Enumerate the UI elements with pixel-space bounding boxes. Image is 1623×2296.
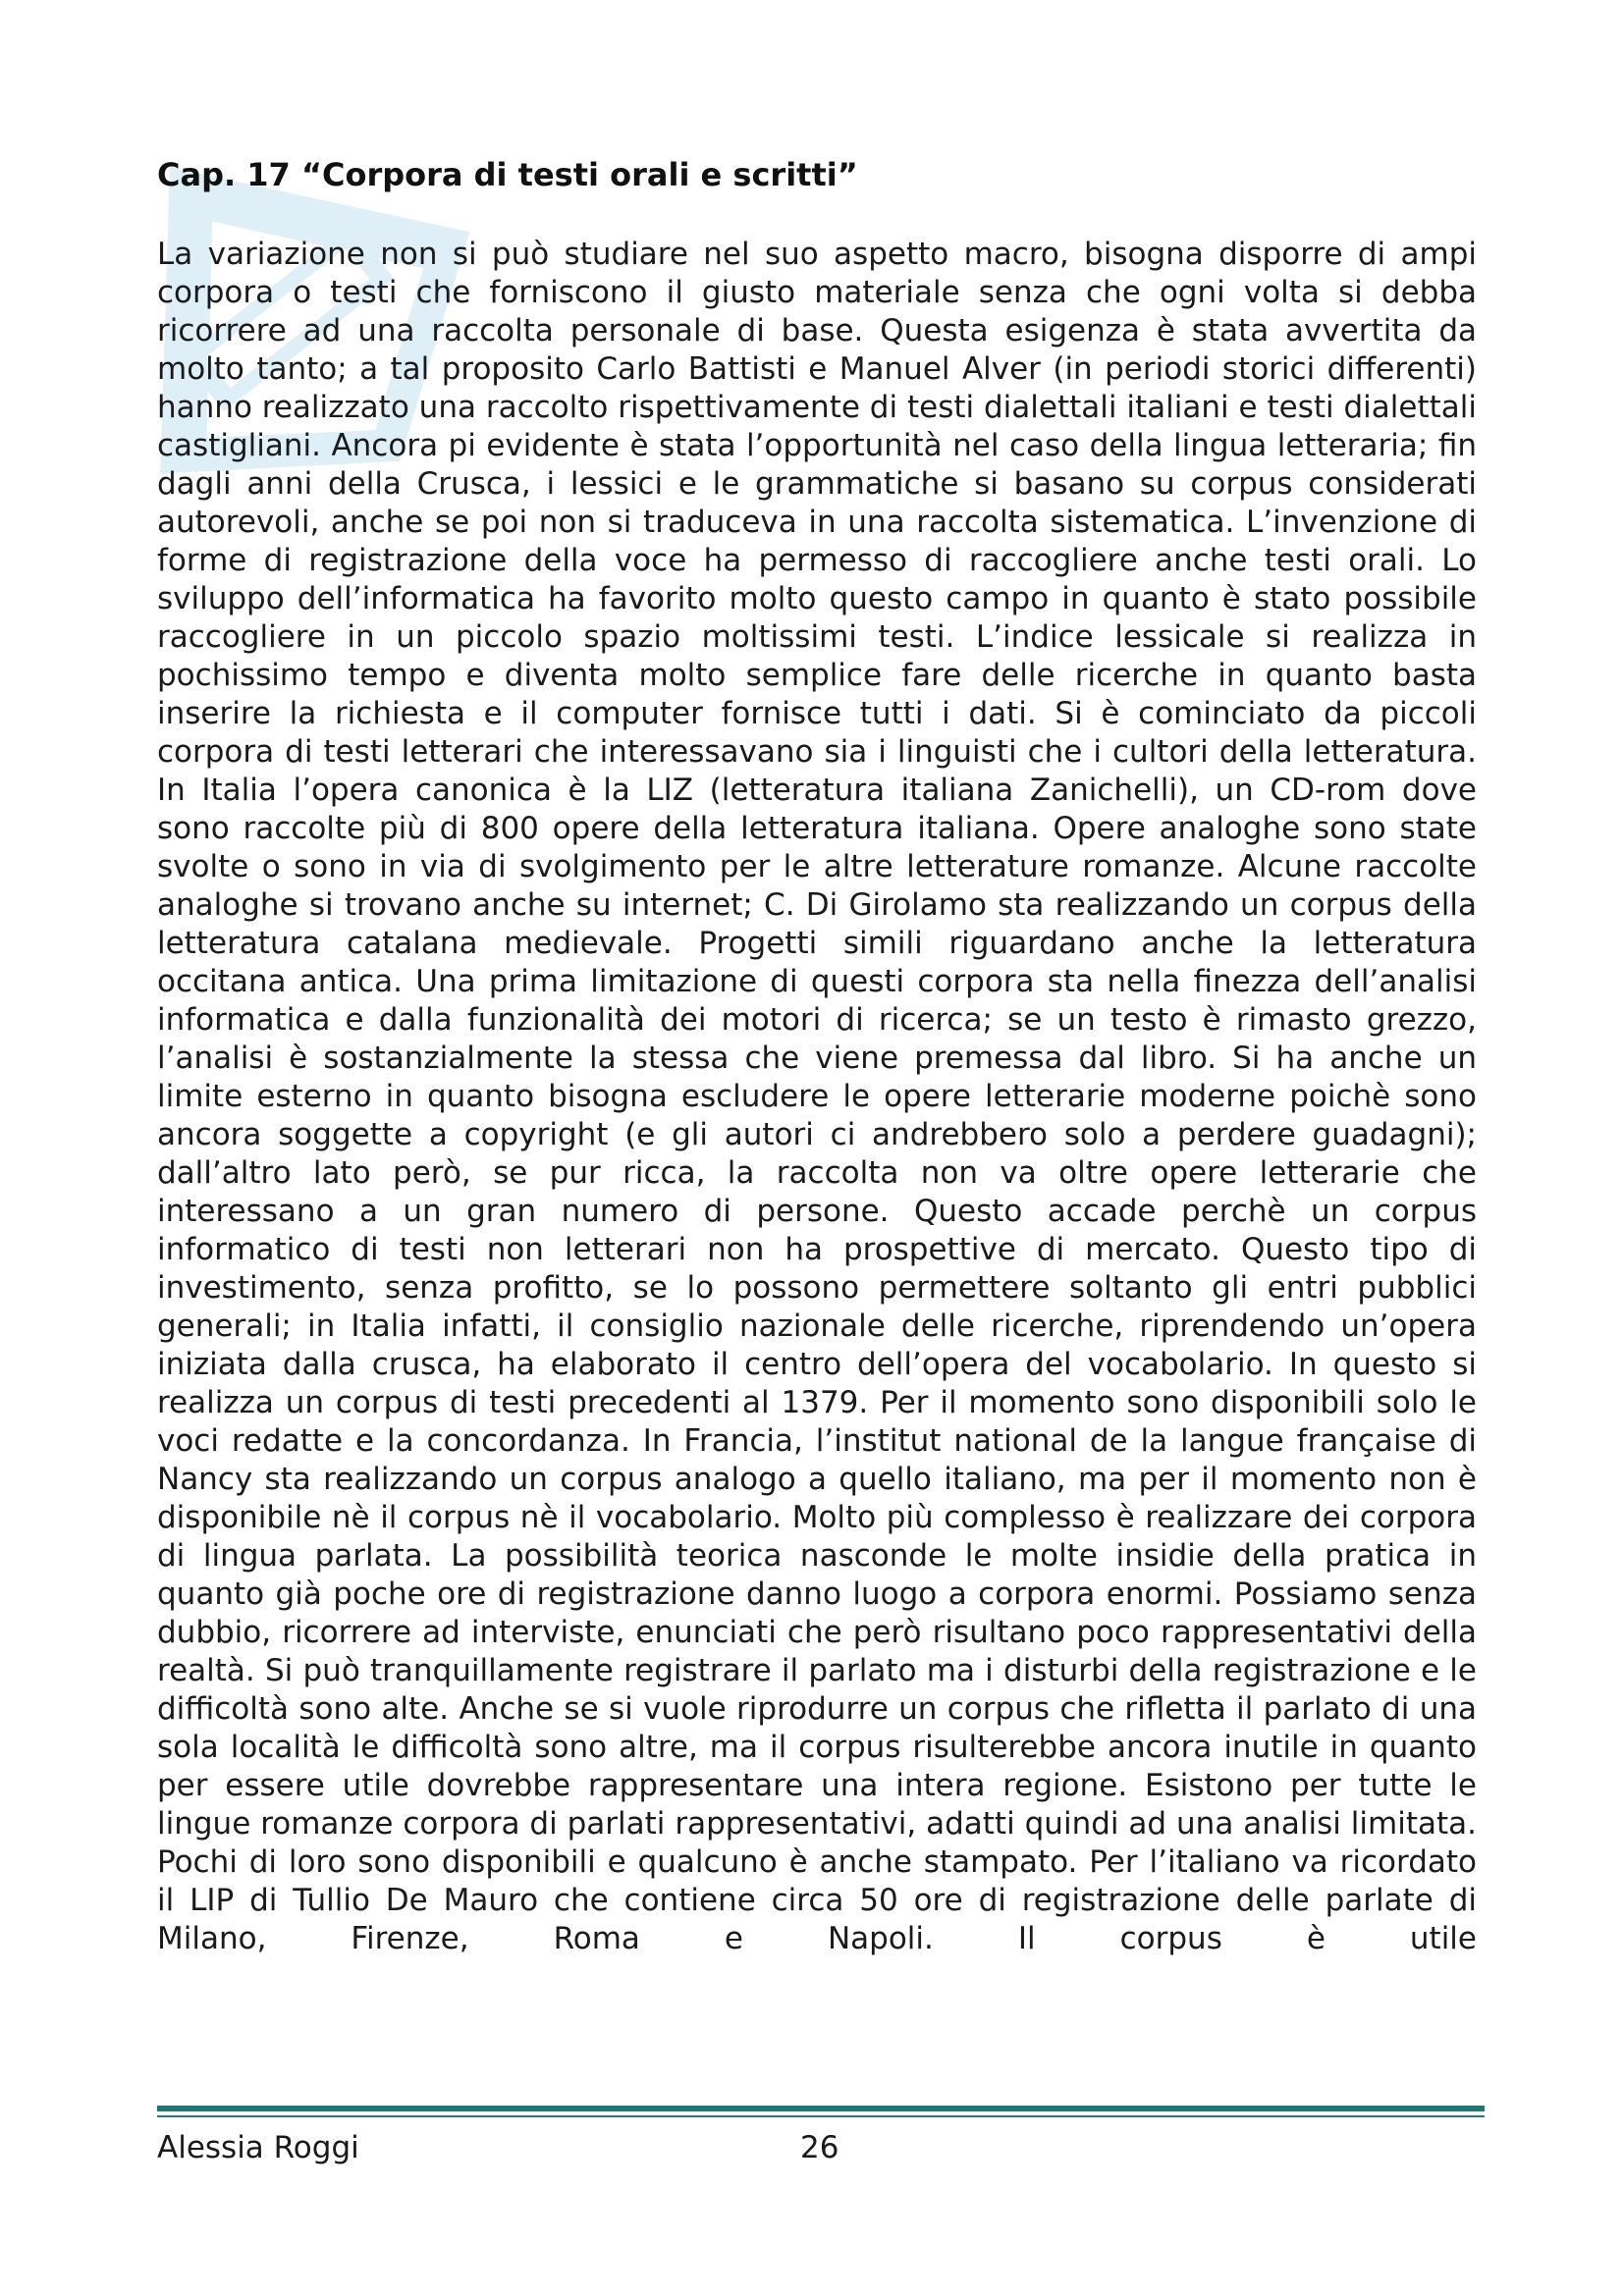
page-number: 26 — [800, 2130, 839, 2165]
footer-rule-thick — [157, 2106, 1485, 2111]
main-content — [157, 147, 1477, 2180]
body-paragraph: La variazione non si può studiare nel suo aspetto macro, bisogna disporre di ampi corpora o testi che forniscono il giusto materiale senza che ogni volta si debba ricorrere ad una raccolta personale di base. Questa esigenza è stata avvertita da molto tanto; a tal proposito Carlo Battisti e Manuel Alver (in periodi storici differenti) hanno realizzato una raccolto rispettivamente di testi dialettali italiani e testi dialettali castigliani. Ancora pi evidente è stata l’opportunità nel caso della lingua letteraria; fin dagli anni della Crusca, i lessici e le grammatiche si basano su corpus considerati autorevoli, anche se poi non si traduceva in una raccolta sistematica. L’invenzione di forme di registrazione della voce ha permesso di raccogliere anche testi orali. Lo sviluppo dell’informatica ha favorito molto questo campo in quanto è stato possibile raccogliere in un piccolo spazio moltissimi testi. L’indice lessicale si realizza in pochissimo tempo e diventa molto semplice fare delle ricerche in quanto basta inserire la richiesta e il computer fornisce tutti i dati. Si è cominciato da piccoli corpora di testi letterari che interessavano sia i linguisti che i cultori della letteratura. In Italia l’opera canonica è la LIZ (letteratura italiana Zanichelli), un CD-rom dove sono raccolte più di 800 opere della letteratura italiana. Opere analoghe sono state svolte o sono in via di svolgimento per le altre letterature romanze. Alcune raccolte analoghe si trovano anche su internet; C. Di Girolamo sta realizzando un corpus della letteratura catalana medievale. Progetti simili riguardano anche la letteratura occitana antica. Una prima limitazione di questi corpora sta nella finezza dell’analisi informatica e dalla funzionalità dei motori di ricerca; se un testo è rimasto grezzo, l’analisi è sostanzialmente la stessa che viene premessa dal libro. Si ha anche un limite esterno in quanto bisogna escludere le opere letterarie moderne poichè sono ancora soggette a copyright (e gli autori ci andrebbero solo a perdere guadagni); dall’altro lato però, se pur ricca, la raccolta non va oltre opere letterarie che interessano a un gran numero di persone. Questo accade perchè un corpus informatico di testi non letterari non ha prospettive di mercato. Questo tipo di investimento, senza profitto, se lo possono permettere soltanto gli entri pubblici generali; in Italia infatti, il consiglio nazionale delle ricerche, riprendendo un’opera iniziata dalla crusca, ha elaborato il centro dell’opera del vocabolario. In questo si realizza un corpus di testi precedenti al 1379. Per il momento sono disponibili solo le voci redatte e la concordanza. In Francia, l’institut national de la langue française di Nancy sta realizzando un corpus analogo a quello italiano, ma per il momento non è disponibile nè il corpus nè il vocabolario. Molto più complesso è realizzare dei corpora di lingua parlata. La possibilità teorica nasconde le molte insidie della pratica in quanto già poche ore di registrazione danno luogo a corpora enormi. Possiamo senza dubbio, ricorrere ad interviste, enunciati che però risultano poco rappresentativi della realtà. Si può tranquillamente registrare il parlato ma i disturbi della registrazione e le difficoltà sono alte. Anche se si vuole riprodurre un corpus che rifletta il parlato di una sola località le difficoltà sono altre, ma il corpus risulterebbe ancora inutile in quanto per essere utile dovrebbe rappresentare una intera regione. Esistono per tutte le lingue romanze corpora di parlati rappresentativi, adatti quindi ad una analisi limitata. Pochi di loro sono disponibili e qualcuno è anche stampato. Per l’italiano va ricordato il LIP di Tullio De Mauro che contiene circa 50 ore di registrazione delle parlate di Milano, Firenze, Roma e Napoli. Il corpus è utile — [157, 237, 1477, 1956]
chapter-title: Cap. 17 “Corpora di testi orali e scritti” — [157, 156, 858, 193]
footer-rule — [157, 2106, 1485, 2119]
footer-author: Alessia Roggi — [157, 2130, 359, 2165]
footer-rule-thin — [157, 2115, 1485, 2117]
